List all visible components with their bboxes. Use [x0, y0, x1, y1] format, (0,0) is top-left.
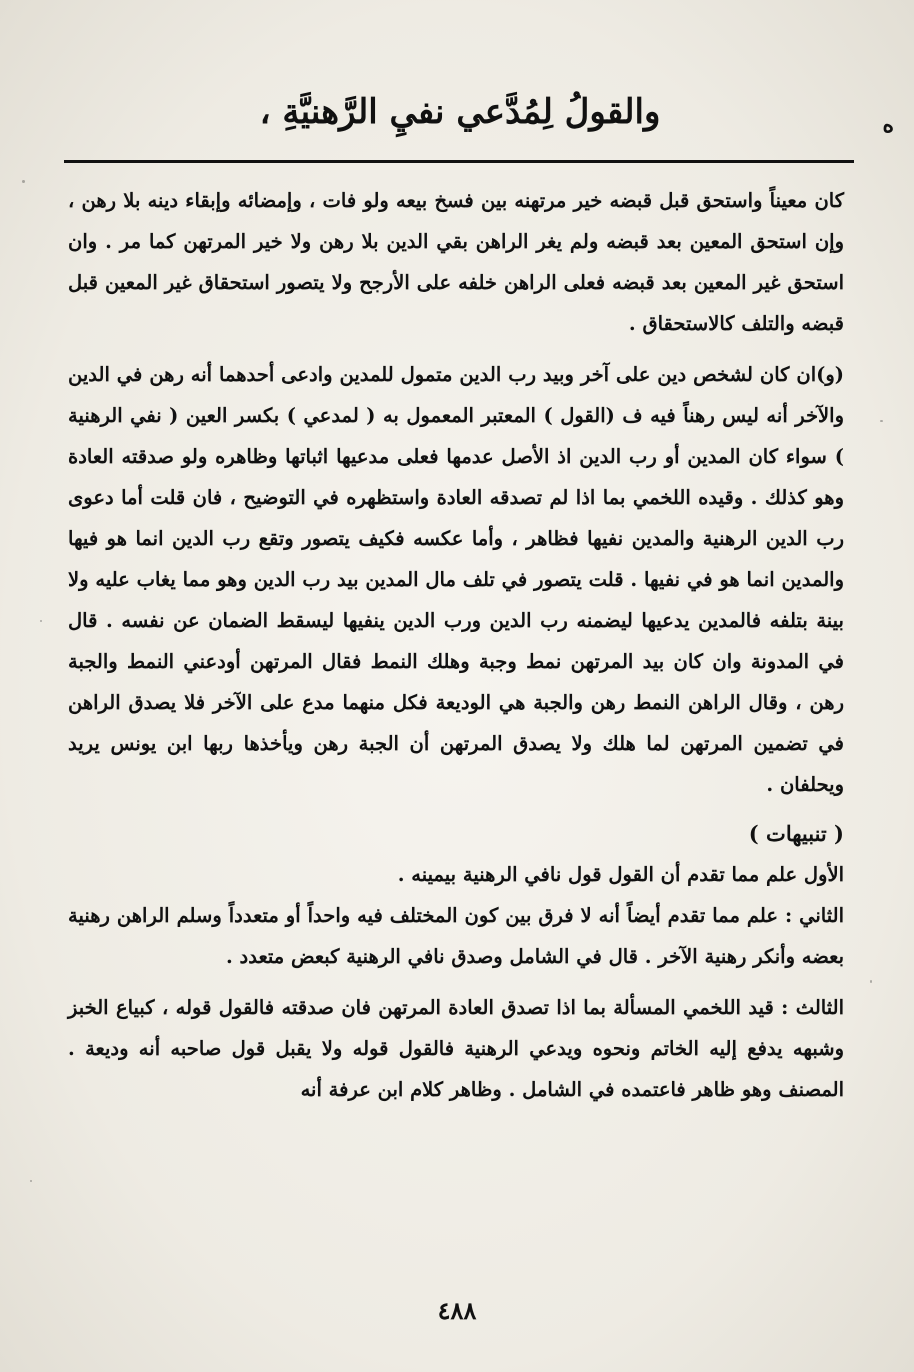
heading-rule: [64, 160, 854, 163]
scan-speck: [22, 180, 25, 183]
note-second: الثاني : علم مما تقدم أيضاً أنه لا فرق بين كون المختلف فيه واحداً أو متعدداً وسلم الراهن رهنية بعضه وأنكر رهنية الآخر . قال في الشامل وصدق نافي الرهنية كبعض متعدد .: [68, 904, 844, 968]
paragraph: كان معيناً واستحق قبل قبضه خير مرتهنه بين فسخ بيعه ولو فات ، وإمضائه وإبقاء دينه بلا رهن ، وإن استحق المعين بعد قبضه ولم يغر الراهن بقي الدين بلا رهن ولا خير المرتهن كما مر . وان استحق غير المعين بعد قبضه فعلى الراهن خلفه على الأرجح ولا يتصور استحقاق غير المعين قبل قبضه والتلف كالاستحقاق .: [68, 189, 844, 335]
page-body: [68, 180, 844, 1110]
scan-speck: [880, 420, 883, 422]
paragraph: (و)ان كان لشخص دين على آخر وبيد رب الدين متمول للمدين وادعى أحدهما أنه رهن في الدين والآخر أنه ليس رهناً فيه ف (القول ) المعتبر المعمول به ( لمدعي ) بكسر العين ( نفي الرهنية ) سواء كان المدين أو رب الدين اذ الأصل عدمها فعلى مدعيها اثباتها وظاهره ولو صدقته العادة وهو كذلك . وقيده اللخمي بما اذا لم تصدقه العادة واستظهره في التوضيح ، فان قلت أما دعوى رب الدين الرهنية والمدين نفيها فظاهر ، وأما عكسه فكيف يتصور وتقع رب الدين انما هو فيها والمدين انما هو في نفيها . قلت يتصور في تلف مال المدين بيد رب الدين وهو مما يغاب عليه ولا بينة بتلفه فالمدين يدعيها ليضمنه رب الدين ورب الدين ينفيها ليسقط الضمان عن نفسه . قال في المدونة وان كان بيد المرتهن نمط وجبة وهلك النمط فقال المرتهن أودعني النمط والجبة رهن ، وقال الراهن النمط رهن والجبة هي الوديعة فكل منهما مدع على الآخر فلا يصدق الراهن في تضمين المرتهن لما هلك ولا يصدق المرتهن أن الجبة رهن ويأخذها ربها ابن يونس يريد ويحلفان .: [68, 363, 844, 796]
sub-heading: ( تنبيهات ): [748, 821, 844, 846]
scan-speck: [40, 620, 42, 622]
section-heading: والقولُ لِمُدَّعي نفيِ الرَّهنيَّةِ ،: [259, 92, 661, 132]
note-third: الثالث : قيد اللخمي المسألة بما اذا تصدق العادة المرتهن فان صدقته فالقول قوله ، كبياع الخبز وشبهه يدفع إليه الخاتم ونحوه ويدعي الرهنية فالقول قوله ولا يقبل قول صاحبه أنه وديعة . المصنف وهو ظاهر فاعتمده في الشامل . وظاهر كلام ابن عرفة أنه: [68, 996, 844, 1101]
note-first: الأول علم مما تقدم أن القول قول نافي الرهنية بيمينه .: [397, 863, 844, 886]
margin-mark: ه: [882, 112, 894, 138]
page-number: ٤٨٨: [437, 1296, 477, 1325]
scan-speck: [30, 1180, 32, 1182]
scan-speck: [870, 980, 872, 983]
